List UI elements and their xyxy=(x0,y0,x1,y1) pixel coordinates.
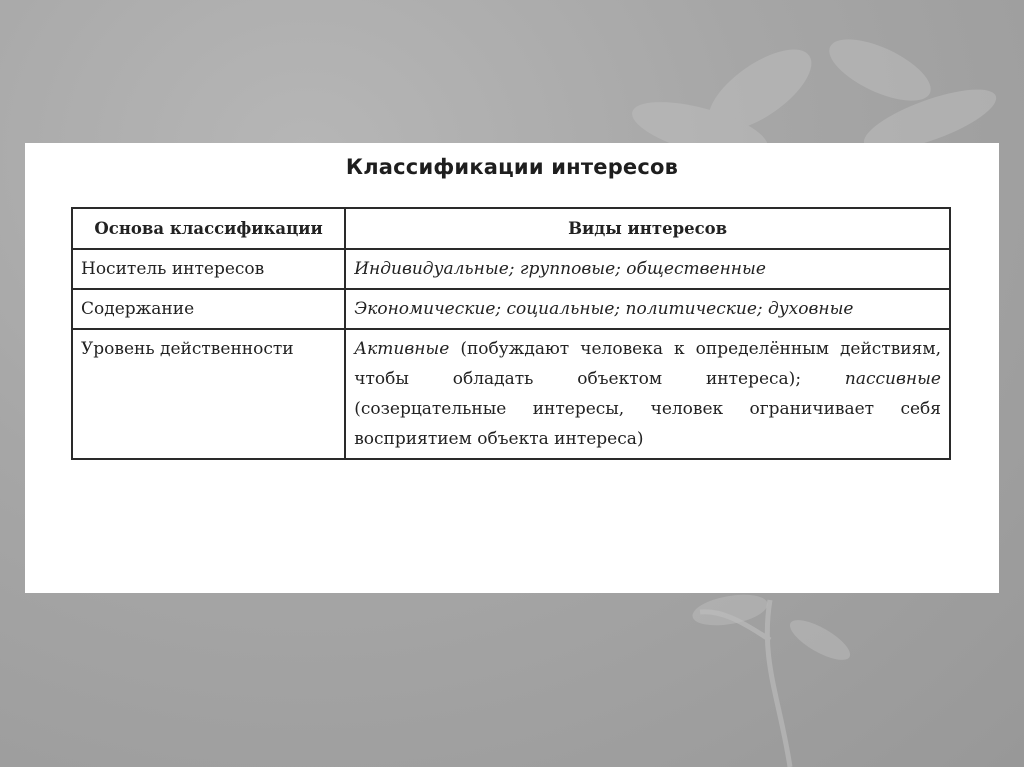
types-italic: Экономические; социальные; политические; духовные xyxy=(354,299,854,319)
table-row xyxy=(72,289,950,329)
classification-table xyxy=(71,207,951,460)
passive-description: (созерцательные интересы, человек ограничивает себя восприятием объекта интереса) xyxy=(354,399,941,449)
cell-types xyxy=(345,289,950,329)
passive-label: пассивные xyxy=(844,369,941,389)
table-header-row xyxy=(72,208,950,249)
cell-basis: Носитель интересов xyxy=(72,249,345,289)
active-description: (побуждают человека к определённым действиям, чтобы обладать объектом интереса); xyxy=(354,339,941,389)
table-row xyxy=(72,249,950,289)
content-card xyxy=(25,143,999,593)
header-types: Виды интересов xyxy=(345,208,950,249)
page-title: Классификации интересов xyxy=(345,155,679,179)
header-basis: Основа классификации xyxy=(72,208,345,249)
active-label: Активные xyxy=(354,339,450,359)
cell-basis: Уровень действенности xyxy=(72,329,345,459)
table-row xyxy=(72,329,950,459)
cell-types xyxy=(345,329,950,459)
cell-types xyxy=(345,249,950,289)
types-italic: Индивидуальные; групповые; общественные xyxy=(354,259,766,279)
cell-basis: Содержание xyxy=(72,289,345,329)
